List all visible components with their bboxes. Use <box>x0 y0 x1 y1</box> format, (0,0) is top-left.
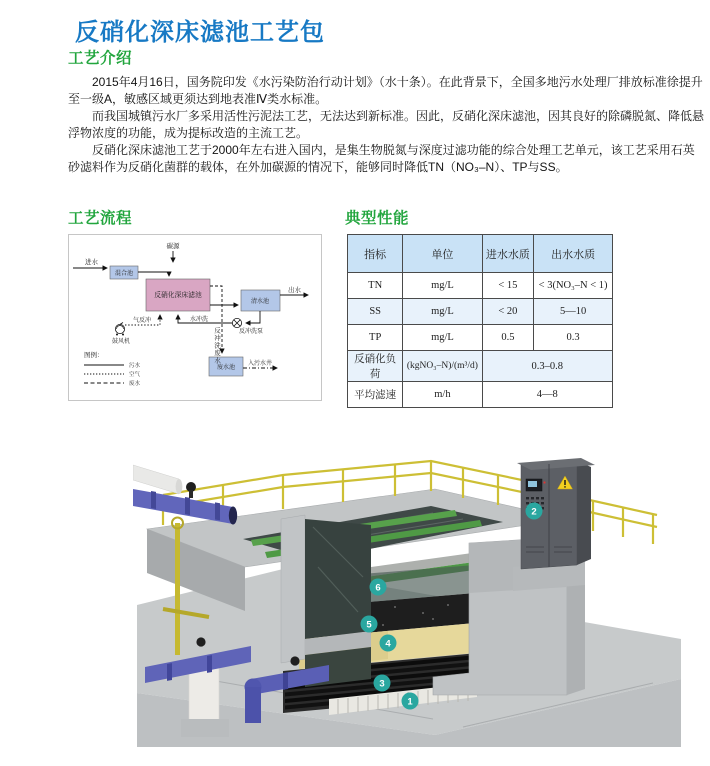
table-row: 平均滤速 m/h 4—8 <box>348 382 613 408</box>
to-sewage-label: 入污水井 <box>247 361 273 367</box>
air-backwash-label: 气反冲 <box>132 318 152 324</box>
table-row: TN mg/L < 15 < 3(NO₃–N < 1) <box>348 273 613 299</box>
svg-text:1: 1 <box>407 696 413 708</box>
white-vent-cylinder <box>189 665 219 723</box>
backwash-pump-label: 反冲洗泵 <box>238 329 264 335</box>
pipe-flange <box>151 491 156 509</box>
legend-air-label: 空气 <box>129 372 141 378</box>
col-header-unit: 单位 <box>403 235 482 273</box>
vent-base <box>181 719 229 737</box>
clear-to-pump-arrow <box>246 311 260 323</box>
pipe-drop <box>245 687 261 723</box>
filter-3d-illustration <box>133 427 710 761</box>
mixing-tank-label: 混合池 <box>114 271 134 277</box>
wastewater-tank-label: 废水池 <box>216 365 236 371</box>
valve-stem <box>189 490 193 498</box>
pipe-flange <box>283 672 288 690</box>
blower-label: 鼓风机 <box>111 339 131 345</box>
svg-text:4: 4 <box>385 638 391 650</box>
valve-actuator <box>290 656 299 665</box>
intro-paragraph-2: 而我国城镇污水厂多采用活性污泥法工艺，无法达到新标准。因此，反硝化深床滤池，因其良好的除磷脱氮、降低悬浮物浓度的功能，成为提标改造的主流工艺。 <box>68 109 705 140</box>
process-flow-diagram <box>68 234 322 401</box>
svg-text:6: 6 <box>375 582 381 594</box>
svg-text:2: 2 <box>531 506 537 518</box>
table-row: TP mg/L 0.5 0.3 <box>348 325 613 351</box>
svg-text:3: 3 <box>379 678 385 690</box>
valve-actuator <box>196 637 205 646</box>
performance-table <box>347 234 613 408</box>
mix-to-filter-arrow <box>138 272 169 276</box>
white-pipe-end <box>176 479 183 494</box>
water-wash-label: 水冲洗 <box>189 317 209 323</box>
backwash-wastewater-label: 反冲洗废水 <box>213 327 220 365</box>
diagram-legend <box>84 350 141 387</box>
blower-icon <box>115 323 124 336</box>
legend-waste-label: 废水 <box>129 381 141 387</box>
cabinet-side <box>577 461 591 565</box>
intro-section-heading: 工艺介绍 <box>68 50 133 67</box>
control-cabinet <box>513 458 595 591</box>
intro-paragraph-1: 2015年4月16日，国务院印发《水污染防治行动计划》（水十条）。在此背景下，全国多地污水处理厂排放标准徐提升至一级A，敏感区域更须达到地表准Ⅳ类水标准。 <box>68 75 703 106</box>
intro-paragraphs <box>68 74 704 176</box>
legend-title: 图例： <box>84 352 104 359</box>
marker-6 <box>370 579 387 596</box>
backwash-pump-icon <box>232 318 241 327</box>
carbon-source-label: 碳源 <box>166 243 180 250</box>
cabinet-screen-display <box>528 481 537 487</box>
col-header-indicator: 指标 <box>348 235 403 273</box>
filter-label: 反硝化深床滤池 <box>154 292 202 299</box>
yellow-standpipe <box>175 523 180 655</box>
illustration-svg <box>133 427 710 761</box>
pipe-flange <box>167 663 172 681</box>
pipe-flange <box>215 502 220 520</box>
pipe-flange <box>207 655 212 673</box>
effluent-label: 出水 <box>288 287 301 294</box>
cabinet-indicator-light <box>543 481 545 483</box>
marker-2 <box>526 503 543 520</box>
white-pipe <box>133 465 179 494</box>
left-column <box>281 515 305 663</box>
marker-5 <box>361 616 378 633</box>
flow-section-heading: 工艺流程 <box>68 210 133 227</box>
marker-1 <box>402 693 419 710</box>
pipe-flange <box>185 497 190 515</box>
table-row: 反硝化负荷 (kgNO₃–N)/(m³/d) 0.3–0.8 <box>348 351 613 382</box>
intro-paragraph-3: 反硝化深床滤池工艺于2000年左右进入国内，是集生物脱氮与深度过滤功能的综合处理工艺单元，该工艺采用石英砂滤料作为反硝化菌群的载体，在外加碳源的情况下，能够同时降低TN（NO₃–N）、TP与SS。 <box>68 143 695 174</box>
flow-diagram-svg <box>69 235 321 400</box>
influent-label: 进水 <box>85 259 98 266</box>
col-header-influent: 进水水质 <box>482 235 534 273</box>
marker-3 <box>374 675 391 692</box>
svg-text:5: 5 <box>366 619 372 631</box>
blue-pipe-endcap <box>229 507 237 525</box>
table-header-row <box>348 235 613 273</box>
page-title: 反硝化深床滤池工艺包 <box>75 19 325 46</box>
col-header-effluent: 出水水质 <box>534 235 613 273</box>
legend-sewage-label: 污水 <box>129 363 141 369</box>
clear-tank-label: 清水池 <box>250 299 270 305</box>
performance-section-heading: 典型性能 <box>345 210 410 227</box>
marker-4 <box>380 635 397 652</box>
table-row: SS mg/L < 20 5—10 <box>348 299 613 325</box>
